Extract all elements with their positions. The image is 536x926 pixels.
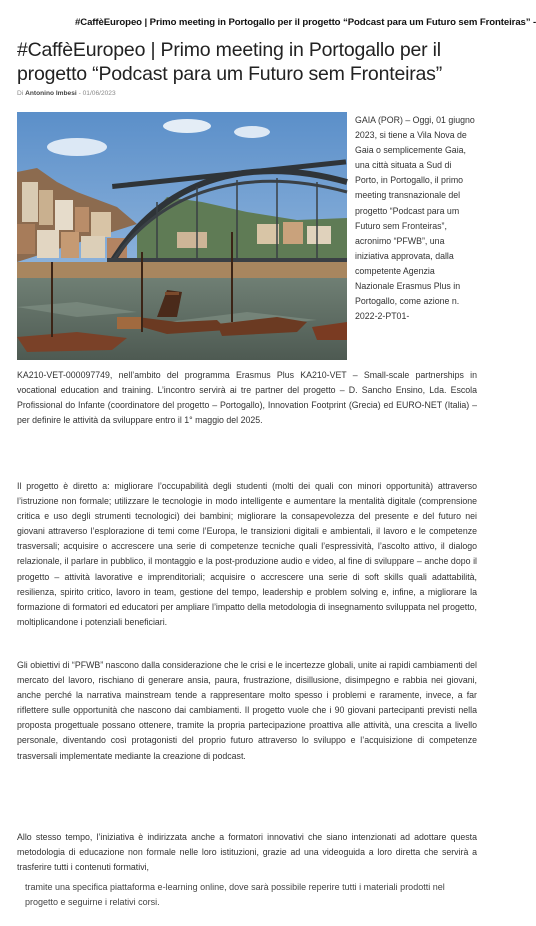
- article-paragraph: Il progetto è diretto a: migliorare l’occupabilità degli studenti (molti dei quali con minori opportunità) attraverso l’istruzione non formale; utilizzare le tecnologie in modo intelligente e aumentare la mentalità digitale (comprensione critica e uso degli strumenti tecnologici) dei bambini; migliorare la consapevolezza del presente e del futuro nei giovani attraverso l’esplorazione di temi come l’Europa, le transizioni digitali e ambientali, il lavoro e le competenze trasversali; acquisire o accrescere una serie di competenze tecniche quali l’espressività, l’ascolto attivo, il dialogo relazionale, il parlare in pubblico, il montaggio e la post-produzione audio e video, al fine di sviluppare – anche dopo il progetto – attività lavorative e imprenditoriali; acquisire o accrescere una serie di soft skills quali adattabilità, resilienza, spirito critico, lavoro in team, gestione del tempo, leadership e problem solving e, infine, a migliorare la formazione di formatori ed educatori per ampliare l’impatto della metodologia di insegnamento sviluppata nel progetto, moltiplicandone i potenziali beneficiari.: [17, 481, 477, 627]
- publish-date: 01/06/2023: [82, 90, 116, 97]
- article-photo: [17, 112, 347, 360]
- article-intro: GAIA (POR) – Oggi, 01 giugno 2023, si tiene a Vila Nova de Gaia o semplicemente Gaia, una città situata a Sud di Porto, in Portogallo, il primo meeting transnazionale del progetto “Podcast para um Futuro sem Fronteiras”, acronimo “PFWB”, una iniziativa approvata, dalla competente Agenzia Nazionale Erasmus Plus in Portogallo, come azione n. 2022-2-PT01-: [355, 115, 475, 322]
- page-title: #CaffèEuropeo | Primo meeting in Portogallo per il progetto “Podcast para um Futuro sem Fronteiras”: [17, 39, 442, 85]
- article-paragraph: tramite una specifica piattaforma e-learning online, dove sarà possibile reperire tutti i materiali prodotti nel progetto e seguirne i relativi corsi.: [25, 882, 445, 908]
- meta-separator: -: [78, 90, 81, 97]
- article-meta: [17, 90, 116, 97]
- article-header-title[interactable]: #CaffèEuropeo | Primo meeting in Portogallo per il progetto “Podcast para um Futuro sem Fronteiras” -: [75, 17, 536, 28]
- meta-by: Di: [17, 90, 24, 97]
- author-link[interactable]: Antonino Imbesi: [25, 90, 77, 97]
- article-paragraph: KA210-VET-000097749, nell’ambito del programma Erasmus Plus KA210-VET – Small-scale partnerships in vocational education and training. L’incontro servirà ai tre partner del progetto – D. Sancho Ensino, Lda. Escola Profissional do Infante (coordinatore del progetto – Portogallo), Innovation Footprint (Grecia) ed EURO-NET (Italia) – per definire le attività da sviluppare entro il 1° maggio del 2025.: [17, 370, 477, 426]
- article-paragraph: Allo stesso tempo, l’iniziativa è indirizzata anche a formatori innovativi che siano intenzionati ad adottare questa metodologia di educazione non formale nelle loro istituzioni, grazie ad una videoguida a loro diretta che servirà a trasferire tutti i contenuti formativi,: [17, 832, 477, 873]
- article-paragraph: Gli obiettivi di “PFWB” nascono dalla considerazione che le crisi e le incertezze globali, unite ai rapidi cambiamenti del mercato del lavoro, rischiano di generare ansia, paura, frustrazione, disillusione, disimpegno e rabbia nei giovani, anche perché la narrativa mainstream tende a rappresentare molto spesso i problemi e raramente, invece, a far riflettere sulle opportunità che nascono dai cambiamenti. Il progetto vuole che i 90 giovani partecipanti previsti nella proposta progettuale possano ottenere, tramite la propria partecipazione proattiva alle attività, una crescita a livello personale, diventando così protagonisti del proprio futuro attraverso lo sviluppo e l’acquisizione di competenze trasversali implementate mediante la creazione di podcast.: [17, 660, 477, 761]
